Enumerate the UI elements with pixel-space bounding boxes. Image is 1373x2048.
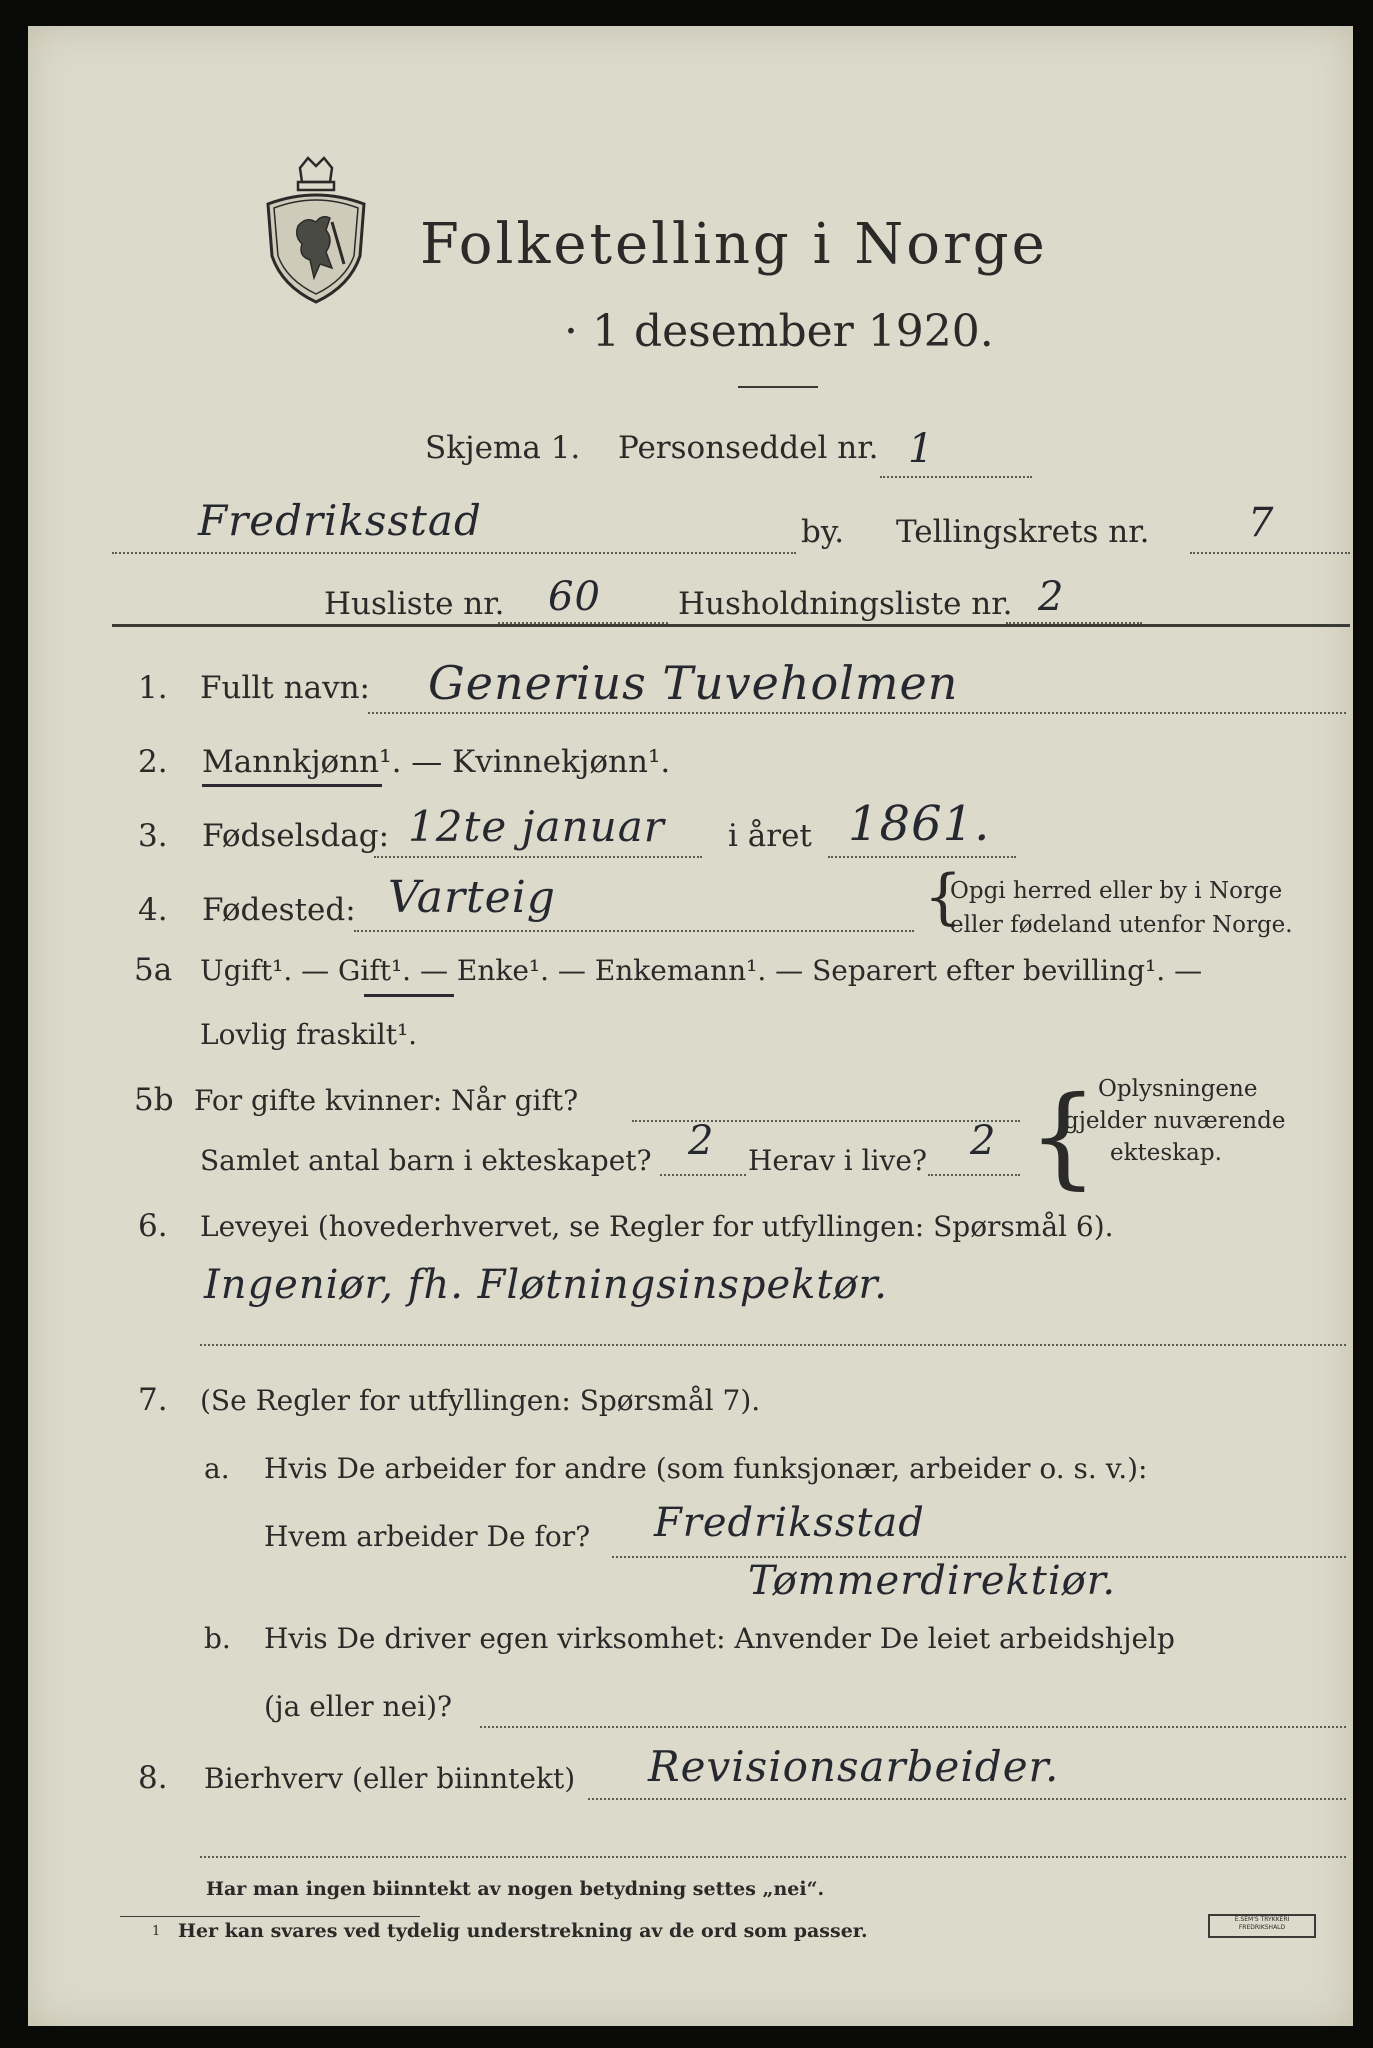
- tellingskrets-label: Tellingskrets nr.: [896, 514, 1150, 550]
- q4-label: Fødested:: [202, 892, 356, 928]
- husholdning-field[interactable]: 2: [1038, 574, 1065, 620]
- tellingskrets-field[interactable]: 7: [1248, 500, 1275, 546]
- census-date: · 1 desember 1920.: [564, 306, 994, 357]
- children-count-field[interactable]: 2: [688, 1118, 715, 1164]
- by-label: by.: [801, 514, 845, 550]
- q1-label: Fullt navn:: [200, 670, 370, 706]
- q8-label: Bierhverv (eller biinntekt): [204, 1762, 576, 1795]
- q5a-number: 5a: [134, 952, 173, 988]
- form-title: Folketelling i Norge: [420, 212, 1048, 277]
- footnote-text: Her kan svares ved tydelig understrekning av de ord som passer.: [178, 1920, 868, 1942]
- husliste-label: Husliste nr.: [324, 586, 505, 622]
- census-form: [28, 26, 1353, 2026]
- q5b-note-2: gjelder nuværende: [1064, 1108, 1286, 1134]
- q5b-number: 5b: [134, 1082, 174, 1118]
- q3-label: Fødselsdag:: [202, 818, 390, 854]
- marital-options-2[interactable]: Lovlig fraskilt¹.: [200, 1018, 418, 1051]
- birthplace-field[interactable]: Varteig: [388, 872, 556, 923]
- occupation-field[interactable]: Ingeniør, fh. Fløtningsinspektør.: [204, 1262, 888, 1308]
- year-label: i året: [728, 818, 812, 854]
- footnote-divider: [120, 1916, 420, 1917]
- q7a-letter: a.: [204, 1452, 230, 1485]
- q7b-letter: b.: [204, 1622, 231, 1655]
- employer-field-2[interactable]: Tømmerdirektiør.: [748, 1558, 1117, 1604]
- q7b-line-2: (ja eller nei)?: [264, 1690, 453, 1723]
- marital-options[interactable]: Ugift¹. — Gift¹. — Enke¹. — Enkemann¹. — Separert efter bevilling¹. —: [200, 954, 1203, 987]
- q7-label: (Se Regler for utfyllingen: Spørsmål 7).: [200, 1384, 761, 1417]
- q2-number: 2.: [138, 744, 168, 780]
- children-alive-field[interactable]: 2: [970, 1118, 997, 1164]
- q5b-label-2: Samlet antal barn i ekteskapet?: [200, 1144, 652, 1177]
- q4-note-2: eller fødeland utenfor Norge.: [950, 912, 1293, 938]
- birth-year-field[interactable]: 1861.: [848, 796, 991, 852]
- title-divider: [738, 386, 818, 388]
- gender-underline: [202, 784, 382, 787]
- q7-number: 7.: [138, 1382, 168, 1418]
- husholdning-label: Husholdningsliste nr.: [678, 586, 1013, 622]
- full-name-field[interactable]: Generius Tuveholmen: [428, 656, 959, 710]
- q6-label: Leveyei (hovederhvervet, se Regler for utfyllingen: Spørsmål 6).: [200, 1210, 1114, 1243]
- personseddel-label: Personseddel nr.: [618, 430, 879, 466]
- q7a-line-2: Hvem arbeider De for?: [264, 1520, 591, 1553]
- q3-number: 3.: [138, 818, 168, 854]
- husliste-field[interactable]: 60: [548, 574, 601, 620]
- q5b-label-1: For gifte kvinner: Når gift?: [194, 1084, 579, 1117]
- footnote-number: 1: [152, 1924, 161, 1939]
- employer-field-1[interactable]: Fredriksstad: [654, 1500, 925, 1546]
- q4-note-1: Opgi herred eller by i Norge: [950, 878, 1283, 904]
- q7b-line-1: Hvis De driver egen virksomhet: Anvender De leiet arbeidshjelp: [264, 1622, 1175, 1655]
- q5b-brace: {: [1028, 1072, 1098, 1200]
- coat-of-arms-icon: [260, 156, 372, 306]
- city-field[interactable]: Fredriksstad: [198, 496, 482, 545]
- personseddel-field[interactable]: 1: [908, 426, 935, 472]
- q4-brace: {: [924, 862, 963, 932]
- q7a-line-1: Hvis De arbeider for andre (som funksjonær, arbeider o. s. v.):: [264, 1452, 1148, 1485]
- footer-note: Har man ingen biinntekt av nogen betydning settes „nei“.: [206, 1878, 825, 1900]
- printer-stamp: E.SEM'S TRYKKERI FREDRIKSHALD: [1208, 1914, 1316, 1938]
- q6-number: 6.: [138, 1208, 168, 1244]
- schema-label: Skjema 1.: [425, 430, 581, 466]
- q5b-note-3: ekteskap.: [1110, 1140, 1222, 1166]
- q1-number: 1.: [138, 670, 168, 706]
- header-divider: [112, 624, 1350, 627]
- alive-label: Herav i live?: [748, 1144, 927, 1177]
- q5b-note-1: Oplysningene: [1098, 1076, 1258, 1102]
- side-occupation-field[interactable]: Revisionsarbeider.: [648, 1742, 1060, 1791]
- marital-underline: [364, 994, 454, 997]
- birthday-field[interactable]: 12te januar: [408, 802, 665, 851]
- q8-number: 8.: [138, 1760, 168, 1796]
- q4-number: 4.: [138, 892, 168, 928]
- gender-options[interactable]: Mannkjønn¹. — Kvinnekjønn¹.: [202, 744, 671, 780]
